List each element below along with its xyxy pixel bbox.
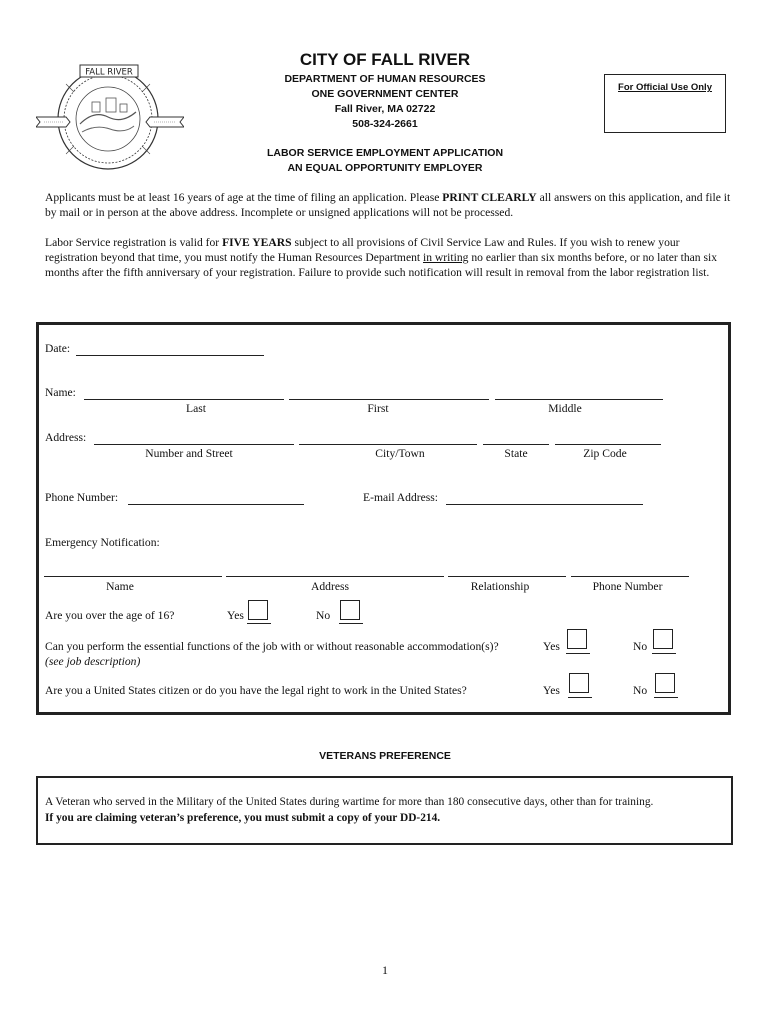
veterans-bold-text: If you are claiming veteran’s preference, you must submit a copy of your DD-214. <box>45 812 441 824</box>
citizen-yes-checkbox[interactable] <box>569 673 589 693</box>
veterans-heading: VETERANS PREFERENCE <box>319 750 451 762</box>
age-question: Are you over the age of 16? <box>45 609 175 622</box>
name-label: Name: <box>45 386 76 399</box>
age-yes-checkbox[interactable] <box>248 600 268 620</box>
department-address: Fall River, MA 02722 <box>334 103 436 115</box>
emergency-phone-field[interactable] <box>571 576 689 577</box>
phone-field[interactable] <box>128 504 304 505</box>
middle-name-field[interactable] <box>495 399 663 400</box>
emergency-phone-caption: Phone Number <box>592 580 663 593</box>
first-name-caption: First <box>367 402 389 415</box>
emergency-name-field[interactable] <box>44 576 222 577</box>
email-field[interactable] <box>446 504 643 505</box>
department-center: ONE GOVERNMENT CENTER <box>311 88 459 100</box>
official-use-box <box>604 74 726 133</box>
state-field[interactable] <box>483 444 549 445</box>
last-name-field[interactable] <box>84 399 284 400</box>
phone-label: Phone Number: <box>45 491 119 504</box>
form-title: LABOR SERVICE EMPLOYMENT APPLICATION <box>266 147 504 159</box>
functions-note: (see job description) <box>45 655 141 668</box>
department-name: DEPARTMENT OF HUMAN RESOURCES <box>284 73 486 85</box>
functions-no-checkbox[interactable] <box>653 629 673 649</box>
age-yes-label: Yes <box>227 609 244 622</box>
functions-question: Can you perform the essential functions of the job with or without reasonable accommodation(s)? <box>45 640 499 653</box>
date-field[interactable] <box>76 355 264 356</box>
citizen-no-underline <box>654 697 678 698</box>
email-label: E-mail Address: <box>363 491 439 504</box>
official-use-label: For Official Use Only <box>618 82 712 93</box>
city-field[interactable] <box>299 444 477 445</box>
age-no-label: No <box>316 609 331 622</box>
emergency-address-field[interactable] <box>226 576 444 577</box>
veterans-box <box>36 776 733 845</box>
date-label: Date: <box>45 342 71 355</box>
veterans-text: A Veteran who served in the Military of the United States during wartime for more than 180 consecutive days, other than for training. <box>45 796 654 808</box>
citizen-yes-label: Yes <box>543 684 560 697</box>
department-phone: 508-324-2661 <box>352 118 418 130</box>
functions-yes-label: Yes <box>543 640 560 653</box>
citizen-no-checkbox[interactable] <box>655 673 675 693</box>
first-name-field[interactable] <box>289 399 489 400</box>
emergency-name-caption: Name <box>106 580 134 593</box>
intro-paragraph-1: Applicants must be at least 16 years of age at the time of filing an application. Please PRINT CLEARLY all answers on this application, and file it by mail or in person at the above address. Incomplete or unsigned applications will not be processed. <box>45 191 731 219</box>
citizen-yes-underline <box>568 697 592 698</box>
age-no-checkbox[interactable] <box>340 600 360 620</box>
page-title: CITY OF FALL RIVER <box>299 50 471 69</box>
middle-name-caption: Middle <box>548 402 582 415</box>
employer-note: AN EQUAL OPPORTUNITY EMPLOYER <box>287 162 483 174</box>
page-number: 1 <box>382 963 388 977</box>
city-caption: City/Town <box>375 447 425 460</box>
intro-paragraph-2: Labor Service registration is valid for FIVE YEARS subject to all provisions of Civil Service Law and Rules. If you wish to renew your registration beyond that time, you must notify the Human Resources Department in writing no earlier than six months before, or no later than six months after the fifth anniversary of your registration. Failure to provide such notification will result in removal from the labor registration list. <box>45 236 717 279</box>
street-caption: Number and Street <box>145 447 233 460</box>
emergency-relationship-caption: Relationship <box>470 580 530 593</box>
functions-no-underline <box>652 653 676 654</box>
citizen-no-label: No <box>633 684 648 697</box>
street-field[interactable] <box>94 444 294 445</box>
last-name-caption: Last <box>186 402 206 415</box>
emergency-relationship-field[interactable] <box>448 576 566 577</box>
functions-no-label: No <box>633 640 648 653</box>
functions-yes-checkbox[interactable] <box>567 629 587 649</box>
address-label: Address: <box>45 431 87 444</box>
age-yes-underline <box>247 623 271 624</box>
citizen-question: Are you a United States citizen or do you have the legal right to work in the United States? <box>45 684 467 697</box>
age-no-underline <box>339 623 363 624</box>
emergency-label: Emergency Notification: <box>45 536 160 549</box>
seal-banner-text: FALL RIVER <box>85 67 133 78</box>
state-caption: State <box>504 447 528 460</box>
emergency-address-caption: Address <box>311 580 349 593</box>
functions-yes-underline <box>566 653 590 654</box>
zip-caption: Zip Code <box>583 447 627 460</box>
zip-field[interactable] <box>555 444 661 445</box>
